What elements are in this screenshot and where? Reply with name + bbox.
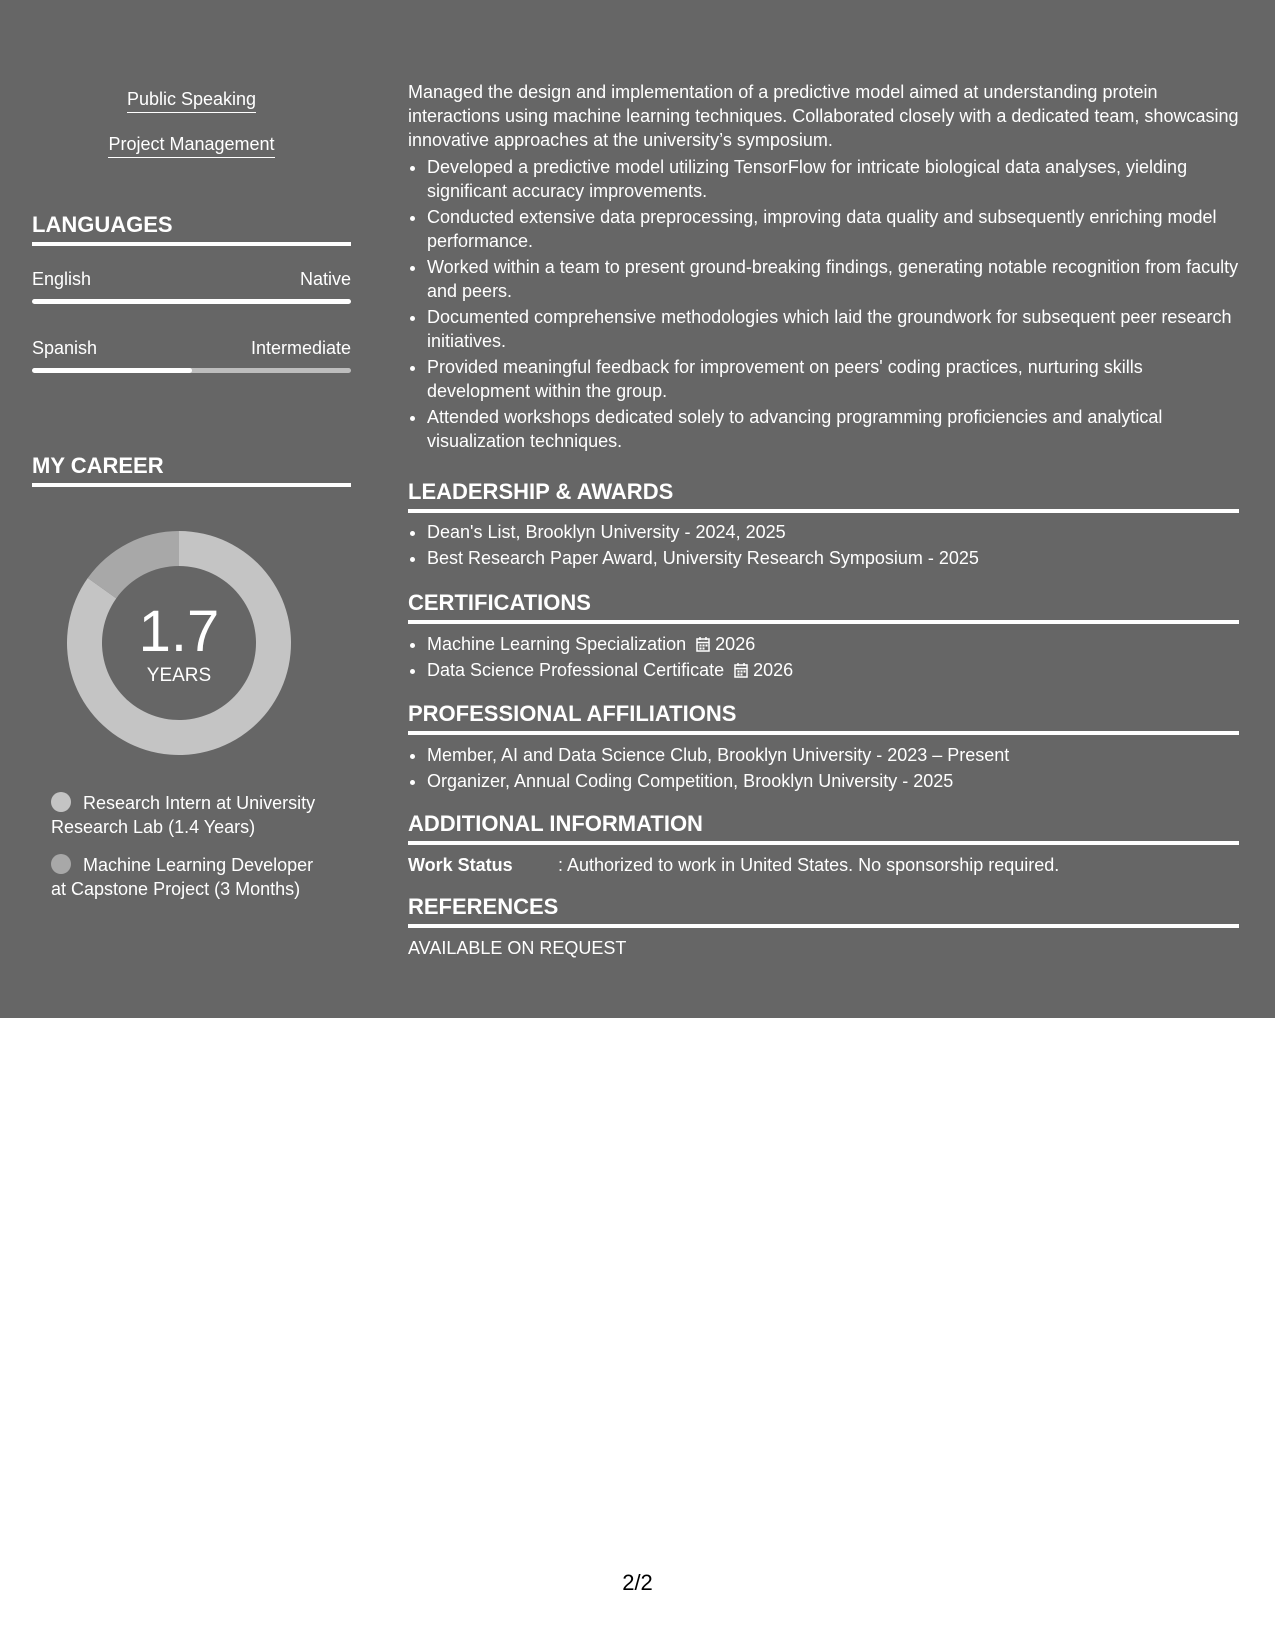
leadership-heading: LEADERSHIP & AWARDS (408, 479, 1239, 513)
experience-bullet: • Developed a predictive model utilizing TensorFlow for intricate biological data analyses, yielding significant accuracy improvements. (427, 155, 1239, 203)
career-legend-item (51, 791, 331, 839)
career-total-years: 1.7 (138, 599, 220, 664)
career-legend-label: Machine Learning Developer at Capstone Project (3 Months) (51, 855, 314, 899)
leadership-item: • Dean's List, Brooklyn University - 2024, 2025 (427, 520, 1239, 544)
experience-bullet: • Provided meaningful feedback for improvement on peers' coding practices, nurturing skills development within the group. (427, 355, 1239, 403)
affiliation-item: • Member, AI and Data Science Club, Brooklyn University - 2023 – Present (427, 743, 1239, 767)
affiliations-heading: PROFESSIONAL AFFILIATIONS (408, 701, 1239, 735)
references-heading: REFERENCES (408, 894, 1239, 928)
certification-year: 2026 (715, 634, 756, 654)
skill-item (32, 133, 351, 158)
legend-dot-icon (51, 792, 71, 812)
language-proficiency-bar (32, 368, 351, 373)
leadership-list (408, 520, 1239, 572)
affiliations-list (408, 743, 1239, 795)
experience-bullet: • Documented comprehensive methodologies which laid the groundwork for subsequent peer research initiatives. (427, 305, 1239, 353)
career-legend-item (51, 853, 331, 901)
skill-label: Public Speaking (127, 88, 256, 113)
certification-year: 2026 (753, 660, 794, 680)
additional-info-heading: ADDITIONAL INFORMATION (408, 811, 1239, 845)
affiliation-item: • Organizer, Annual Coding Competition, Brooklyn University - 2025 (427, 769, 1239, 793)
certifications-list (408, 632, 1239, 684)
leadership-item: • Best Research Paper Award, University Research Symposium - 2025 (427, 546, 1239, 570)
language-name: English (32, 269, 92, 289)
calendar-icon (734, 662, 748, 678)
calendar-icon (696, 636, 710, 652)
certification-item (427, 658, 1239, 682)
certification-name: Data Science Professional Certificate (427, 660, 725, 680)
language-proficiency-fill (32, 368, 192, 373)
language-level: Intermediate (250, 338, 351, 358)
career-legend-label: Research Intern at University Research Lab (1.4 Years) (51, 793, 316, 837)
certifications-heading: CERTIFICATIONS (408, 590, 1239, 624)
career-heading: MY CAREER (32, 453, 351, 487)
work-status-value: : Authorized to work in United States. No sponsorship required. (558, 855, 1060, 875)
language-row (32, 337, 351, 359)
language-proficiency-bar (32, 299, 351, 304)
languages-heading: LANGUAGES (32, 212, 351, 246)
language-level: Native (299, 269, 351, 289)
experience-bullet: • Worked within a team to present ground-breaking findings, generating notable recognition from faculty and peers. (427, 255, 1239, 303)
language-name: Spanish (32, 338, 98, 358)
certification-item (427, 632, 1239, 656)
career-total-unit: YEARS (146, 665, 212, 686)
skill-item (32, 88, 351, 113)
references-text: AVAILABLE ON REQUEST (408, 938, 627, 958)
legend-dot-icon (51, 854, 71, 874)
experience-bullet: • Conducted extensive data preprocessing, improving data quality and subsequently enriching model performance. (427, 205, 1239, 253)
skill-label: Project Management (108, 133, 274, 158)
work-status-row (408, 853, 1239, 877)
certification-name: Machine Learning Specialization (427, 634, 687, 654)
experience-bullet: • Attended workshops dedicated solely to advancing programming proficiencies and analytical visualization techniques. (427, 405, 1239, 453)
language-proficiency-fill (32, 299, 351, 304)
career-donut-chart (66, 530, 292, 756)
work-status-label: Work Status (408, 855, 513, 875)
experience-bullet-list (408, 155, 1239, 455)
language-row (32, 268, 351, 290)
page-number: 2/2 (622, 1570, 653, 1595)
experience-summary: Managed the design and implementation of a predictive model aimed at understanding protein interactions using machine learning techniques. Collaborated closely with a dedicated team, showcasing innovative approaches at the university’s symposium. (408, 82, 1239, 150)
